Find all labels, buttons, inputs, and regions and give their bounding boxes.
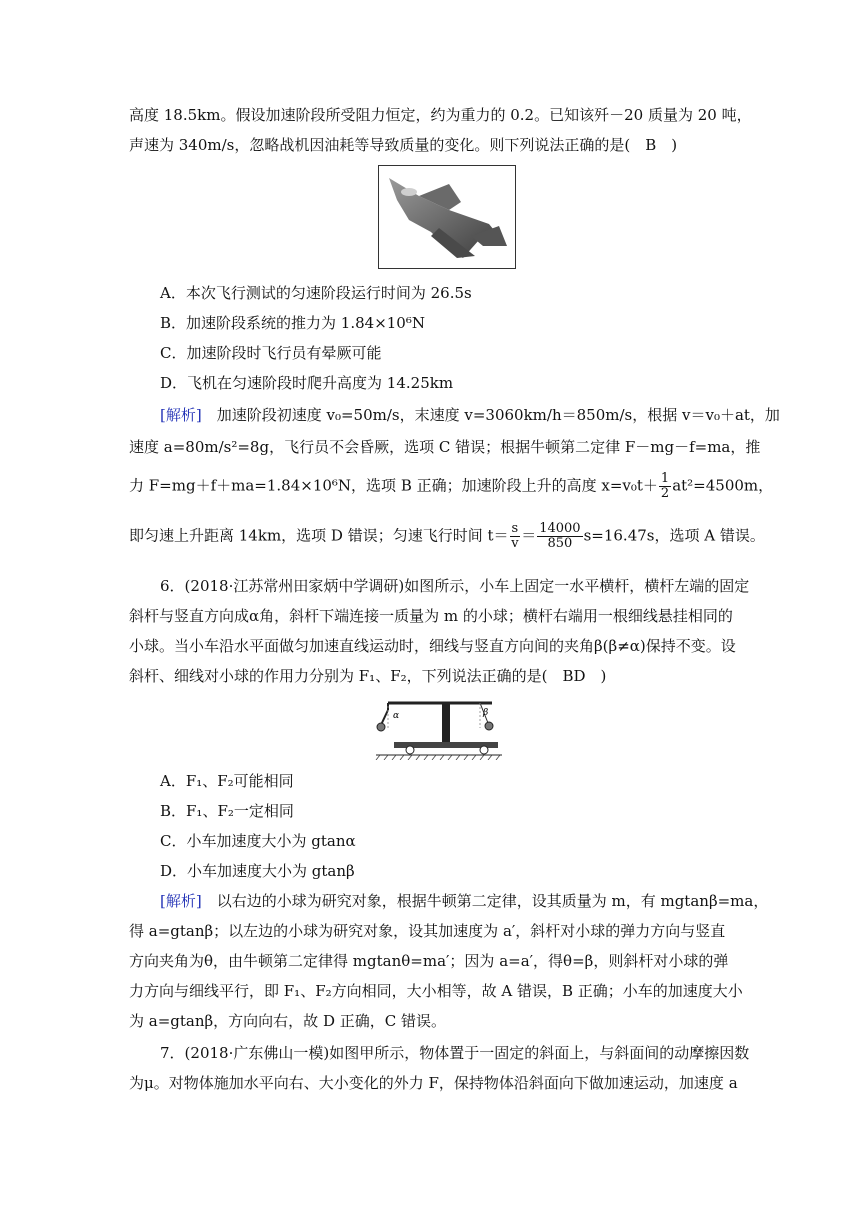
q5-analysis-line3 <box>129 472 773 501</box>
q6-analysis-line1 <box>160 890 768 912</box>
q5-option-c: C．加速阶段时飞行员有晕厥可能 <box>160 344 382 362</box>
q6-analysis-text1: 以右边的小球为研究对象，根据牛顿第二定律，设其质量为 m，有 mgtanβ=ma， <box>201 892 769 910</box>
q5-analysis-line2: 速度 a=80m/s²=8g，飞行员不会昏厥，选项 C 错误；根据牛顿第二定律 F－mg－f=ma，推 <box>129 438 761 456</box>
q6-stem-line1: 6．(2018·江苏常州田家炳中学调研)如图所示，小车上固定一水平横杆，横杆左端的固定 <box>160 577 750 595</box>
q6-analysis-line2: 得 a=gtanβ；以左边的小球为研究对象，设其加速度为 a′，斜杆对小球的弹力方向与竖直 <box>129 922 726 940</box>
q5-fraction-half <box>659 472 671 501</box>
q6-analysis-line5: 为 a=gtanβ，方向向右，故 D 正确，C 错误。 <box>129 1012 446 1030</box>
q5-fraction-half-num: 1 <box>660 471 670 486</box>
q6-option-b: B．F₁、F₂一定相同 <box>160 802 294 820</box>
q5-analysis-text3: 力 F=mg＋f＋ma=1.84×10⁶N，选项 B 正确；加速阶段上升的高度 x=v₀t＋ <box>129 476 658 495</box>
q5-option-b: B．加速阶段系统的推力为 1.84×10⁶N <box>160 314 425 332</box>
q5-option-a: A．本次飞行测试的匀速阶段运行时间为 26.5s <box>160 284 472 302</box>
q5-stem-line2: 声速为 340m/s，忽略战机因油耗等导致质量的变化。则下列说法正确的是( B ) <box>129 136 678 154</box>
fig-beta-label: β <box>483 708 489 718</box>
q5-analysis-text3b: at²=4500m， <box>672 476 774 495</box>
q5-fraction-s-over-v <box>510 522 521 551</box>
q6-option-d: D．小车加速度大小为 gtanβ <box>160 862 355 880</box>
q6-stem-line4: 斜杆、细线对小球的作用力分别为 F₁、F₂，下列说法正确的是( BD ) <box>129 667 607 685</box>
q6-stem-line3: 小球。当小车沿水平面做匀加速直线运动时，细线与竖直方向间的夹角β(β≠α)保持不变。设 <box>129 637 736 655</box>
q6-option-c: C．小车加速度大小为 gtanα <box>160 832 356 850</box>
q5-analysis-text1: 加速阶段初速度 v₀=50m/s，末速度 v=3060km/h＝850m/s，根据 v＝v₀＋at，加 <box>201 406 780 424</box>
q5-equals: ＝ <box>521 526 537 545</box>
q6-analysis-line4: 力方向与细线平行，即 F₁、F₂方向相同，大小相等，故 A 错误，B 正确；小车的加速度大小 <box>129 982 743 1000</box>
q5-fraction-14000: 14000 <box>539 521 581 536</box>
jet-fighter-image <box>378 165 516 269</box>
q5-option-d: D．飞机在匀速阶段时爬升高度为 14.25km <box>160 374 454 392</box>
q5-fraction-14000-over-850 <box>537 522 582 551</box>
q6-analysis-tag: [解析] <box>160 892 202 910</box>
q5-analysis-text4a: 即匀速上升距离 14km，选项 D 错误；匀速飞行时间 t＝ <box>129 526 509 545</box>
q7-stem-line1: 7．(2018·广东佛山一模)如图甲所示，物体置于一固定的斜面上，与斜面间的动摩擦因数 <box>160 1044 750 1062</box>
q6-option-a: A．F₁、F₂可能相同 <box>160 772 294 790</box>
q7-stem-line2: 为μ。对物体施加水平向右、大小变化的外力 F，保持物体沿斜面向下做加速运动，加速度 a <box>129 1074 738 1092</box>
fig-alpha-label: α <box>393 711 400 721</box>
cart-diagram <box>372 696 504 760</box>
q5-stem-line1: 高度 18.5km。假设加速阶段所受阻力恒定，约为重力的 0.2。已知该歼－20 质量为 20 吨， <box>129 106 752 124</box>
q6-stem-line2: 斜杆与竖直方向成α角，斜杆下端连接一质量为 m 的小球；横杆右端用一根细线悬挂相同的 <box>129 607 733 625</box>
q5-fraction-850: 850 <box>547 536 573 551</box>
q5-analysis-line1 <box>160 404 780 426</box>
q5-analysis-tag: [解析] <box>160 406 202 424</box>
q5-fraction-v: v <box>511 536 519 551</box>
q5-analysis-text4b: s=16.47s，选项 A 错误。 <box>583 526 765 545</box>
q5-analysis-line4 <box>129 522 765 551</box>
q5-fraction-half-den: 2 <box>660 486 670 501</box>
q6-analysis-line3: 方向夹角为θ，由牛顿第二定律得 mgtanθ=ma′；因为 a=a′，得θ=β，则斜杆对小球的弹 <box>129 952 729 970</box>
q5-fraction-s: s <box>511 521 519 536</box>
